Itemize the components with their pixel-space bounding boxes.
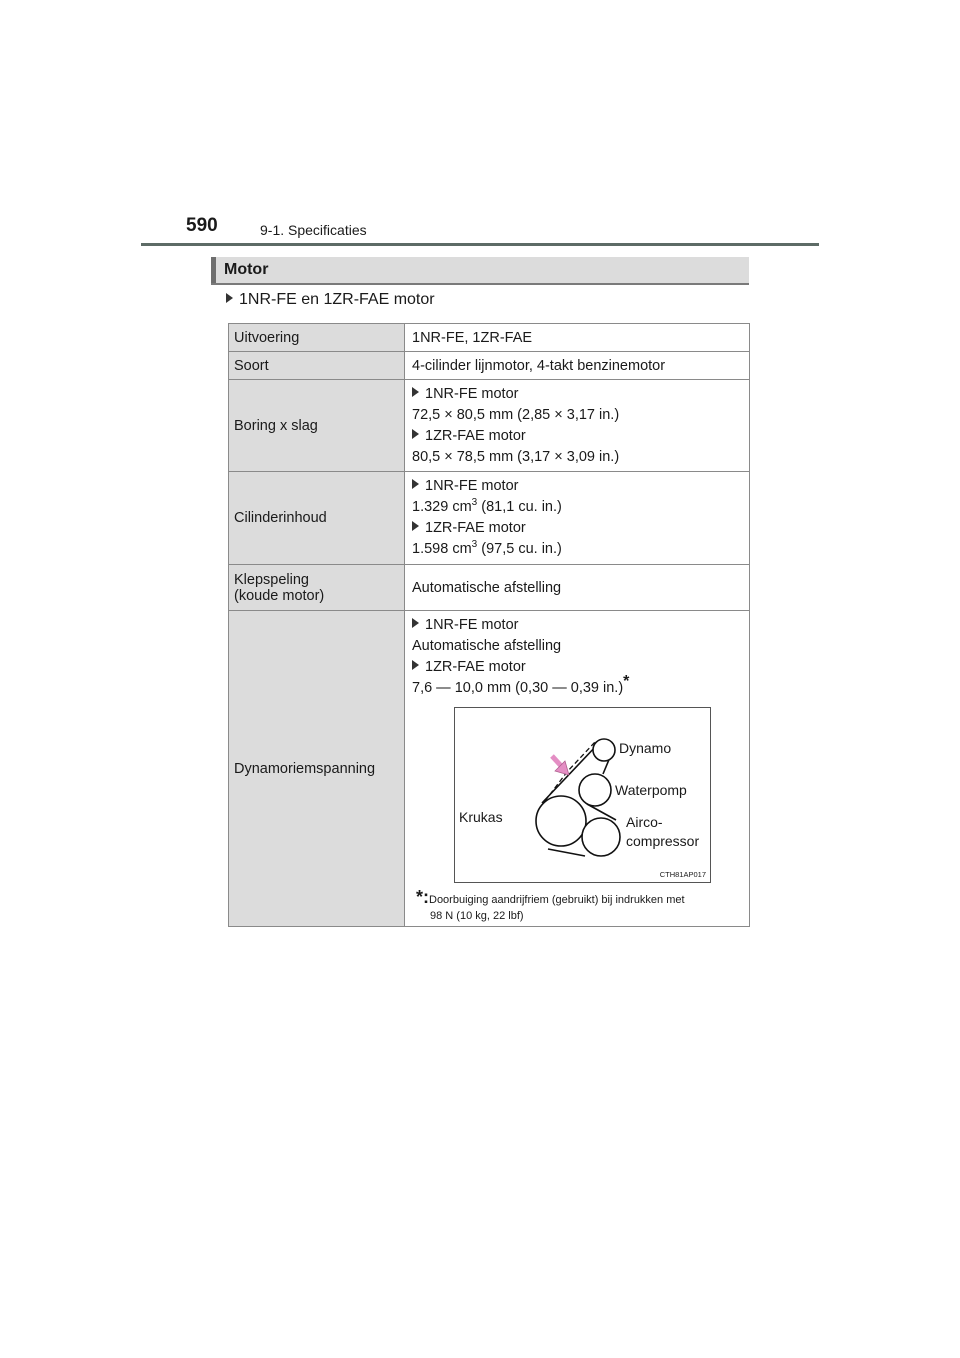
label-dynamo: Dynamo: [619, 740, 672, 756]
section-accent: [211, 257, 216, 283]
row-value: [405, 472, 750, 565]
table-row: [229, 472, 750, 565]
row-value: 1NR-FE, 1ZR-FAE: [405, 324, 750, 352]
footnote-marker: *: [623, 673, 630, 691]
table-row: [229, 380, 750, 472]
table-row: [229, 611, 750, 927]
triangle-bullet-icon: [412, 387, 419, 397]
row-label: Cilinderinhoud: [229, 472, 405, 565]
row-value: [405, 611, 750, 927]
engine-value: 7,6 — 10,0 mm (0,30 — 0,39 in.)*: [412, 673, 630, 696]
engine-title: 1NR-FE motor: [425, 385, 519, 402]
footnote-star: *:: [416, 887, 429, 907]
row-label: Soort: [229, 352, 405, 380]
table-row: [229, 352, 750, 380]
engine-value: 72,5 × 80,5 mm (2,85 × 3,17 in.): [412, 406, 620, 423]
crankshaft-pulley: [536, 796, 586, 846]
engine-title: 1ZR-FAE motor: [425, 427, 526, 444]
engine-title: 1ZR-FAE motor: [425, 520, 526, 536]
label-airco: Airco-: [626, 814, 663, 830]
page-number: 590: [186, 215, 218, 236]
label-waterpomp: Waterpomp: [615, 782, 687, 798]
triangle-bullet-icon: [412, 618, 419, 628]
section-header: [211, 257, 749, 285]
triangle-bullet-icon: [412, 521, 419, 531]
spec-table: [228, 323, 750, 927]
triangle-bullet-icon: [412, 660, 419, 670]
engine-value: 1.329 $cm^3$ (81,1 cu. in.): [412, 497, 562, 515]
row-label: [229, 565, 405, 611]
chapter-title: 9-1. Specificaties: [260, 222, 367, 238]
row-value: Automatische afstelling: [405, 565, 750, 611]
aircon-pulley: [582, 818, 620, 856]
triangle-bullet-icon: [412, 479, 419, 489]
row-value: 4-cilinder lijnmotor, 4-takt benzinemotor: [405, 352, 750, 380]
engine-value: 1.598 $cm^3$ (97,5 cu. in.): [412, 539, 562, 557]
label-line: Klepspeling: [234, 571, 309, 588]
triangle-bullet-icon: [226, 293, 233, 303]
engine-value: Automatische afstelling: [412, 638, 562, 654]
engine-title: 1NR-FE motor: [425, 478, 519, 494]
belt-diagram: [454, 707, 711, 883]
push-arrow-icon: [552, 756, 569, 775]
row-label: Dynamoriemspanning: [229, 611, 405, 927]
label-line: (koude motor): [234, 587, 325, 604]
waterpump-pulley: [579, 774, 611, 806]
label-krukas: Krukas: [459, 809, 503, 825]
engine-title: 1ZR-FAE motor: [425, 659, 526, 675]
engine-title: 1NR-FE motor: [425, 617, 519, 633]
label-compressor: compressor: [626, 833, 700, 849]
triangle-bullet-icon: [412, 429, 419, 439]
section-title: Motor: [224, 261, 269, 278]
dynamo-pulley: [593, 739, 615, 761]
figure-code: CTH81AP017: [659, 870, 706, 879]
header-rule: [141, 243, 819, 246]
table-row: [229, 565, 750, 611]
engine-value: 80,5 × 78,5 mm (3,17 × 3,09 in.): [412, 448, 620, 465]
footnote: *:Doorbuiging aandrijfriem (gebruikt) bij indrukken met 98 N (10 kg, 22 lbf): [416, 887, 685, 922]
subheading-text: 1NR-FE en 1ZR-FAE motor: [239, 291, 435, 308]
row-label: Uitvoering: [229, 324, 405, 352]
row-label: Boring x slag: [229, 380, 405, 472]
row-value: [405, 380, 750, 472]
subheading: [226, 291, 435, 309]
table-row: [229, 324, 750, 352]
